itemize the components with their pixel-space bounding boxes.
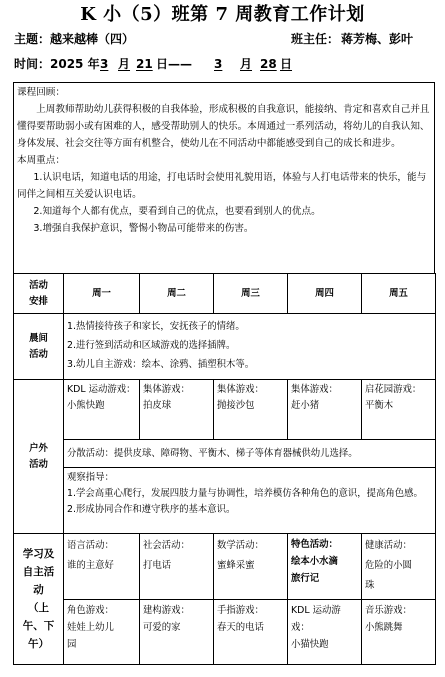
outdoor-games-row (14, 380, 436, 440)
day-header: 周五 (362, 274, 436, 314)
date-row (14, 55, 434, 73)
outdoor-game-cell: 集体游戏： 抛接沙包 (214, 380, 288, 440)
weekly-schedule-table (13, 273, 436, 665)
outdoor-game-cell: 集体游戏： 拍皮球 (140, 380, 214, 440)
morning-label: 晨间 活动 (14, 314, 64, 380)
day-header: 周四 (288, 274, 362, 314)
guide-heading: 观察指导： (67, 472, 114, 483)
end-month: 3 (214, 57, 223, 71)
course-review-box (13, 82, 435, 274)
outdoor-guide-row (14, 468, 436, 534)
guide-item: 1.学会高重心爬行，发展四肢力量与协调性，培养模仿各种角色的意识，提高角色感。 (67, 488, 423, 499)
morning-content (64, 314, 436, 380)
morning-item: 1.热情接待孩子和家长，安抚孩子的情绪。 (67, 321, 245, 332)
activity-header: 活动 安排 (14, 274, 64, 314)
morning-row (14, 314, 436, 380)
morning-item: 2.进行签到活动和区域游戏的选择插牌。 (67, 340, 236, 351)
time-label: 时间： (14, 57, 51, 71)
start-month: 3 (100, 57, 109, 71)
day-header: 周三 (214, 274, 288, 314)
theme-label: 主题： (14, 32, 51, 46)
learning-row-1 (14, 534, 436, 600)
outdoor-guide (64, 468, 436, 534)
days-header-row (14, 274, 436, 314)
page-title: K 小（5）班第 7 周教育工作计划 (80, 4, 365, 25)
date-separator: 日—— (156, 57, 193, 71)
learning-cell: 建构游戏： 可爱的家 (140, 600, 214, 665)
teacher-label: 班主任： (291, 32, 340, 46)
teacher-value: 蒋芳梅、彭叶 (341, 32, 414, 46)
focus-item: 2.知道每个人都有优点，要看到自己的优点，也要看到别人的优点。 (33, 206, 321, 217)
learning-cell: 数学活动： 蜜蜂采蜜 (214, 534, 288, 600)
learning-cell: 音乐游戏： 小熊跳舞 (362, 600, 436, 665)
focus-item: 3.增强自我保护意识，警惕小物品可能带来的伤害。 (33, 223, 254, 234)
end-day: 28 (260, 57, 277, 71)
morning-item: 3.幼儿自主游戏：绘本、涂鸦、插塑积木等。 (67, 359, 255, 370)
outdoor-game-cell: 启花园游戏： 平衡木 (362, 380, 436, 440)
learning-cell: KDL 运动游 戏： 小猫快跑 (288, 600, 362, 665)
learning-row-2 (14, 600, 436, 665)
learning-cell: 社会活动： 打电话 (140, 534, 214, 600)
guide-item: 2.形成协同合作和遵守秩序的基本意识。 (67, 504, 236, 515)
theme-value: 越来越棒（四） (50, 32, 135, 46)
time-year: 2025 年 (50, 57, 100, 71)
outdoor-group-activity: 分散活动：提供皮球、障碍物、平衡木、梯子等体育器械供幼儿选择。 (64, 440, 436, 468)
learning-cell: 健康活动： 危险的小圆 珠 (362, 534, 436, 600)
outdoor-game-cell: KDL 运动游戏： 小熊快跑 (64, 380, 140, 440)
focus-item: 1.认识电话，知道电话的用途，打电话时会使用礼貌用语，体验与人打电话带来的快乐，能与同伴之间相互关爱认识电话。 (17, 172, 427, 200)
outdoor-group-row (14, 440, 436, 468)
review-paragraph: 上周教师帮助幼儿获得积极的自我体验，形成积极的自我意识，能接纳、肯定和喜欢自己并且懂得要帮助弱小或有困难的人，感受帮助别人的快乐。本周通过一系列活动，将幼儿的自我认知、身体发展、社会交往等方面有机整合，使幼儿在不同活动中都能感受到自己的成长和进步。 (17, 104, 430, 149)
review-heading: 课程回顾： (17, 87, 65, 98)
header-info-row (14, 30, 434, 48)
day-header: 周二 (140, 274, 214, 314)
month-char-2: 月 (240, 57, 253, 71)
learning-label: 学习及 自主活 动 （上 午、下 午） (14, 534, 64, 665)
day-char: 日 (280, 57, 293, 71)
focus-heading: 本周重点： (17, 155, 65, 166)
outdoor-label: 户外 活动 (14, 380, 64, 534)
learning-cell: 语言活动： 谁的主意好 (64, 534, 140, 600)
month-char-1: 月 (118, 57, 131, 71)
learning-cell: 角色游戏： 娃娃上幼儿 园 (64, 600, 140, 665)
outdoor-game-cell: 集体游戏： 赶小猪 (288, 380, 362, 440)
learning-cell-featured: 特色活动： 绘本小水滴 旅行记 (288, 534, 362, 600)
day-header: 周一 (64, 274, 140, 314)
start-day: 21 (136, 57, 153, 71)
learning-cell: 手指游戏： 春天的电话 (214, 600, 288, 665)
